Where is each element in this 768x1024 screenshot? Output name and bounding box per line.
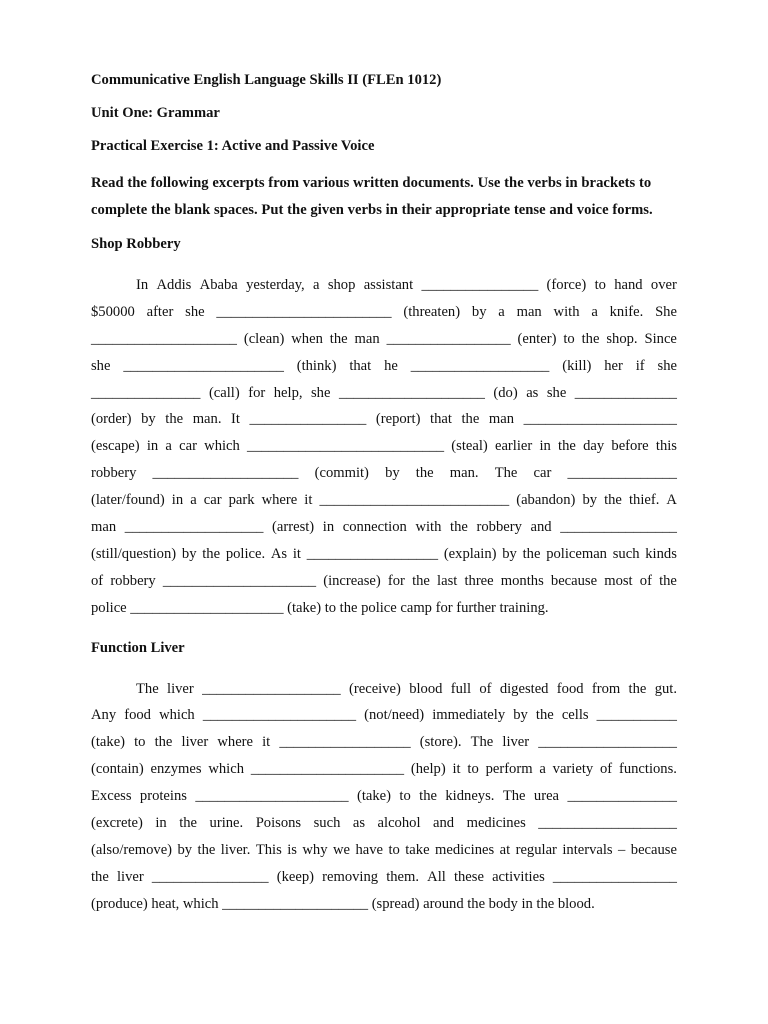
passage-word: hand xyxy=(614,277,643,293)
passage-line xyxy=(91,891,677,918)
passage-word: a xyxy=(190,492,197,509)
blank-space: _______________ xyxy=(567,465,677,482)
blank-space: _____________________ xyxy=(523,411,677,428)
passage-word: It xyxy=(231,411,240,428)
passage-word: her xyxy=(604,357,623,374)
instructions-line: complete the blank spaces. Put the given verbs in their appropriate tense and voice forms. xyxy=(91,202,653,218)
blank-space: ______________ xyxy=(574,384,677,401)
passage-word: All xyxy=(427,868,446,885)
blank-space: ___________________________ xyxy=(247,438,445,455)
blank-space: ________________ xyxy=(560,519,677,536)
passage-word: the xyxy=(604,492,622,509)
passage-word: Poisons xyxy=(255,815,302,832)
passage-line xyxy=(91,326,677,353)
passage-word: immediately xyxy=(432,707,506,724)
passage-word: the xyxy=(154,734,173,751)
passage-word: $50000 xyxy=(91,303,135,320)
passage-word: this xyxy=(655,438,677,455)
passage-word: Since xyxy=(644,330,677,347)
passage-word: we xyxy=(332,841,350,858)
passage-word: heat, xyxy=(151,895,180,912)
section-title-function-liver: Function Liver xyxy=(91,639,185,656)
passage-word: medicines xyxy=(466,815,526,832)
passage-word: such xyxy=(313,815,341,832)
passage-word: the xyxy=(536,895,555,912)
passage-word: of xyxy=(639,572,652,589)
passage-word: the xyxy=(419,788,437,805)
passage-word: he xyxy=(384,357,398,374)
blank-space: ________________________ xyxy=(216,303,392,320)
blank-space: _____________________ xyxy=(195,788,349,805)
passage-word: car xyxy=(203,492,222,509)
passage-word: kidneys. xyxy=(445,788,495,805)
passage-word: it xyxy=(262,734,271,751)
instructions-line: Read the following excerpts from various written documents. Use the verbs in brackets to xyxy=(91,175,652,191)
passage-word: thief. xyxy=(628,492,660,509)
passage-word: in xyxy=(539,438,551,455)
passage-word: a xyxy=(498,303,505,320)
passage-word: man xyxy=(516,303,542,320)
passage-shop-robbery xyxy=(91,272,677,622)
blank-space: ____________________ xyxy=(91,330,237,347)
passage-word: that xyxy=(430,411,452,428)
passage-word: blood. xyxy=(557,895,595,912)
passage-word: full xyxy=(450,680,472,697)
passage-word: A xyxy=(666,492,677,509)
passage-word: earlier xyxy=(494,438,533,455)
passage-word: The xyxy=(494,465,518,482)
passage-word: robbery xyxy=(110,572,156,589)
passage-word: (still/question) xyxy=(91,545,177,562)
blank-space: _________________ xyxy=(386,330,511,347)
course-title: Communicative English Language Skills II (FLEn 1012) xyxy=(91,72,442,88)
passage-word: (enter) xyxy=(517,330,557,347)
passage-word: these xyxy=(453,868,484,885)
passage-word: Excess xyxy=(91,788,132,805)
passage-word: before xyxy=(611,438,649,455)
passage-line xyxy=(91,272,677,299)
passage-word: The xyxy=(470,734,494,751)
passage-word: such xyxy=(612,545,640,562)
passage-word: car xyxy=(179,438,197,455)
unit-heading: Unit One: Grammar xyxy=(91,105,220,121)
passage-word: by xyxy=(177,841,193,858)
passage-word: is xyxy=(287,841,297,858)
passage-word: the xyxy=(165,411,184,428)
passage-word: assistant xyxy=(363,277,414,293)
passage-word: that xyxy=(349,357,372,374)
passage-word: she xyxy=(185,303,205,320)
passage-word: of xyxy=(91,572,104,589)
passage-word: a xyxy=(591,303,598,320)
blank-space: _________________ xyxy=(552,868,677,885)
passage-word: (force) xyxy=(546,277,587,293)
passage-word: she xyxy=(657,357,677,374)
passage-word: (take) xyxy=(287,599,322,616)
passage-word: in xyxy=(171,492,184,509)
passage-word: by xyxy=(141,411,156,428)
passage-word: connection xyxy=(342,519,407,536)
passage-word: as xyxy=(526,384,539,401)
blank-space: _____________________ xyxy=(250,761,405,778)
passage-word: a xyxy=(165,438,172,455)
passage-word: it xyxy=(304,492,313,509)
passage-word: when xyxy=(291,330,323,347)
passage-word: why xyxy=(302,841,328,858)
passage-word: months xyxy=(500,572,544,589)
passage-word: (also/remove) xyxy=(91,841,173,858)
passage-word: car xyxy=(533,465,552,482)
passage-word: by xyxy=(385,465,400,482)
passage-word: and xyxy=(530,519,552,536)
passage-word: where xyxy=(261,492,298,509)
passage-word: the xyxy=(461,411,480,428)
passage-word: in xyxy=(155,815,167,832)
passage-line xyxy=(91,514,677,541)
passage-line xyxy=(91,299,677,326)
passage-line xyxy=(91,487,677,514)
passage-word: the xyxy=(581,330,600,347)
passage-word: (not/need) xyxy=(364,707,425,724)
passage-word: (threaten) xyxy=(403,303,461,320)
passage-word: for xyxy=(387,572,405,589)
passage-word: for xyxy=(248,384,266,401)
passage-word: after xyxy=(146,303,174,320)
passage-word: food xyxy=(556,680,584,697)
passage-word: (take) xyxy=(91,734,126,751)
passage-word: man. xyxy=(192,411,222,428)
passage-word: to xyxy=(563,330,575,347)
blank-space: __________________ xyxy=(306,545,439,562)
passage-word: (clean) xyxy=(243,330,285,347)
passage-word: the xyxy=(197,841,216,858)
passage-word: liver xyxy=(167,680,194,697)
passage-line xyxy=(91,406,677,433)
blank-space: __________________ xyxy=(279,734,411,751)
passage-word: (store). xyxy=(419,734,462,751)
passage-line xyxy=(91,460,677,487)
passage-word: (commit) xyxy=(314,465,369,482)
blank-space: ____________________ xyxy=(222,895,369,912)
passage-word: urine. xyxy=(209,815,244,832)
blank-space: _____________________ xyxy=(130,599,284,616)
passage-line xyxy=(91,702,677,729)
passage-word: the xyxy=(558,438,576,455)
blank-space: ________________ xyxy=(421,277,539,293)
passage-word: (contain) xyxy=(91,761,144,778)
passage-word: (abandon) xyxy=(516,492,576,509)
passage-word: (spread) xyxy=(371,895,420,912)
passage-word: This xyxy=(255,841,282,858)
passage-word: camp xyxy=(400,599,432,616)
passage-word: food xyxy=(124,707,151,724)
passage-word: because xyxy=(550,572,598,589)
passage-word: (kill) xyxy=(562,357,592,374)
blank-space: ________________ xyxy=(151,868,269,885)
exercise-heading: Practical Exercise 1: Active and Passive Voice xyxy=(91,138,375,154)
passage-line xyxy=(91,595,677,622)
passage-line xyxy=(91,864,677,891)
passage-word: by xyxy=(502,545,517,562)
passage-word: liver. xyxy=(220,841,251,858)
passage-word: she xyxy=(91,357,111,374)
passage-word: The xyxy=(502,788,526,805)
blank-space: __________________________ xyxy=(319,492,510,509)
passage-word: with xyxy=(415,519,442,536)
passage-line xyxy=(91,676,677,703)
blank-space: ___________________ xyxy=(538,734,677,751)
passage-function-liver xyxy=(91,676,677,918)
passage-word: variety xyxy=(552,761,594,778)
passage-line xyxy=(91,380,677,407)
passage-line xyxy=(91,541,677,568)
passage-line xyxy=(91,756,677,783)
instructions xyxy=(91,170,677,224)
passage-word: the xyxy=(339,599,358,616)
passage-word: of xyxy=(599,761,613,778)
passage-word: (order) xyxy=(91,411,132,428)
passage-word: by xyxy=(582,492,598,509)
passage-line xyxy=(91,729,677,756)
passage-word: (explain) xyxy=(443,545,497,562)
passage-word: As xyxy=(270,545,288,562)
passage-word: (produce) xyxy=(91,895,148,912)
passage-word: the xyxy=(450,519,468,536)
passage-word: cells xyxy=(561,707,589,724)
passage-word: (take) xyxy=(356,788,391,805)
blank-space: _______________ xyxy=(91,384,201,401)
passage-word: blood xyxy=(409,680,443,697)
passage-word: liver xyxy=(181,734,209,751)
passage-word: (think) xyxy=(296,357,337,374)
passage-line xyxy=(91,783,677,810)
passage-word: liver xyxy=(116,868,144,885)
passage-word: the xyxy=(659,572,677,589)
passage-word: (keep) xyxy=(276,868,314,885)
blank-space: ___________________ xyxy=(410,357,550,374)
document-content xyxy=(91,70,677,934)
passage-word: of xyxy=(479,680,492,697)
passage-line xyxy=(91,810,677,837)
passage-word: the xyxy=(628,680,647,697)
passage-word: at xyxy=(499,841,511,858)
passage-word: if xyxy=(635,357,645,374)
blank-space: ______________________ xyxy=(123,357,284,374)
passage-word: the xyxy=(179,815,198,832)
passage-word: shop. xyxy=(606,330,638,347)
passage-word: the xyxy=(91,868,109,885)
passage-word: body xyxy=(488,895,518,912)
passage-word: in xyxy=(322,519,335,536)
passage-word: three xyxy=(464,572,494,589)
passage-word: around xyxy=(423,895,464,912)
passage-word: She xyxy=(655,303,677,320)
passage-word: which xyxy=(182,895,219,912)
blank-space: ____________________ xyxy=(152,465,299,482)
passage-word: the xyxy=(522,545,541,562)
passage-word: (excrete) xyxy=(91,815,143,832)
passage-word: The xyxy=(136,680,159,697)
passage-word: last xyxy=(437,572,458,589)
passage-word: gut. xyxy=(654,680,677,697)
passage-line xyxy=(91,568,677,595)
passage-word: in xyxy=(146,438,159,455)
passage-word: intervals xyxy=(562,841,613,858)
passage-word: man xyxy=(354,330,380,347)
passage-word: to xyxy=(134,734,146,751)
passage-word: perform xyxy=(485,761,533,778)
passage-word: where xyxy=(217,734,254,751)
passage-word: the xyxy=(329,330,348,347)
passage-word: most xyxy=(604,572,633,589)
passage-line xyxy=(91,837,677,864)
passage-word: which xyxy=(204,438,240,455)
passage-word: to xyxy=(399,788,411,805)
passage-word: police. xyxy=(225,545,266,562)
passage-word: (call) xyxy=(208,384,240,401)
blank-space: _____________________ xyxy=(202,707,357,724)
passage-word: proteins xyxy=(139,788,187,805)
passage-word: she xyxy=(311,384,331,401)
passage-word: medicines xyxy=(434,841,495,858)
passage-word: by xyxy=(513,707,528,724)
passage-word: digested xyxy=(499,680,549,697)
passage-word: the xyxy=(202,545,221,562)
passage-word: knife. xyxy=(609,303,644,320)
passage-word: Addis xyxy=(156,277,192,293)
passage-word: (do) xyxy=(493,384,518,401)
blank-space: ________________ xyxy=(249,411,367,428)
passage-word: regular xyxy=(515,841,557,858)
passage-word: – xyxy=(618,841,626,858)
passage-word: in xyxy=(521,895,533,912)
passage-word: In xyxy=(136,277,149,293)
passage-word: for xyxy=(435,599,453,616)
passage-word: kinds xyxy=(645,545,677,562)
blank-space: ____________________ xyxy=(338,384,485,401)
passage-word: over xyxy=(650,277,677,293)
passage-word: which xyxy=(208,761,245,778)
passage-word: man xyxy=(91,519,117,536)
passage-word: the xyxy=(467,895,486,912)
passage-word: to xyxy=(467,761,479,778)
passage-word: yesterday, xyxy=(246,277,305,293)
passage-word: enzymes xyxy=(150,761,202,778)
blank-space: _______________ xyxy=(567,788,677,805)
passage-word: further xyxy=(456,599,496,616)
passage-word: (steal) xyxy=(451,438,488,455)
passage-word: robbery xyxy=(91,465,137,482)
passage-word: Ababa xyxy=(199,277,238,293)
passage-word: the xyxy=(412,572,430,589)
passage-word: removing xyxy=(322,868,379,885)
passage-word: police xyxy=(91,599,127,616)
passage-word: because xyxy=(630,841,677,858)
passage-word: a xyxy=(313,277,320,293)
passage-word: as xyxy=(352,815,366,832)
section-title-shop-robbery: Shop Robbery xyxy=(91,236,181,252)
passage-word: alcohol xyxy=(377,815,421,832)
passage-word: it xyxy=(292,545,301,562)
passage-word: man xyxy=(488,411,515,428)
passage-word: a xyxy=(539,761,546,778)
passage-word: it xyxy=(452,761,461,778)
blank-space: _____________________ xyxy=(162,572,317,589)
passage-word: have xyxy=(355,841,383,858)
passage-word: functions. xyxy=(618,761,677,778)
passage-word: which xyxy=(159,707,195,724)
passage-word: from xyxy=(591,680,621,697)
passage-word: (report) xyxy=(375,411,421,428)
passage-word: (escape) xyxy=(91,438,140,455)
passage-word: shop xyxy=(327,277,356,293)
passage-word: them. xyxy=(386,868,420,885)
passage-word: Any xyxy=(91,707,117,724)
passage-word: police xyxy=(361,599,397,616)
passage-word: urea xyxy=(533,788,560,805)
passage-word: (increase) xyxy=(323,572,381,589)
passage-line xyxy=(91,353,677,380)
passage-word: (receive) xyxy=(349,680,401,697)
passage-word: to xyxy=(388,841,400,858)
passage-line xyxy=(91,433,677,460)
passage-word: (later/found) xyxy=(91,492,165,509)
passage-word: by xyxy=(181,545,197,562)
passage-word: to xyxy=(594,277,606,293)
passage-word: to xyxy=(324,599,337,616)
passage-word: man. xyxy=(449,465,479,482)
passage-word: the xyxy=(415,465,434,482)
passage-word: take xyxy=(405,841,430,858)
passage-word: (help) xyxy=(410,761,446,778)
passage-word: day xyxy=(583,438,605,455)
blank-space: ___________________ xyxy=(538,815,677,832)
blank-space: ___________________ xyxy=(124,519,264,536)
blank-space: ___________ xyxy=(596,707,677,724)
blank-space: ___________________ xyxy=(202,680,341,697)
passage-word: with xyxy=(553,303,580,320)
passage-word: (arrest) xyxy=(272,519,315,536)
passage-word: training. xyxy=(499,599,549,616)
passage-word: park xyxy=(228,492,255,509)
passage-word: liver xyxy=(502,734,530,751)
passage-word: help, xyxy=(273,384,303,401)
passage-word: and xyxy=(433,815,455,832)
passage-word: the xyxy=(535,707,554,724)
passage-word: activities xyxy=(492,868,545,885)
passage-word: policeman xyxy=(546,545,607,562)
passage-word: robbery xyxy=(476,519,522,536)
passage-word: by xyxy=(471,303,487,320)
passage-word: she xyxy=(546,384,567,401)
